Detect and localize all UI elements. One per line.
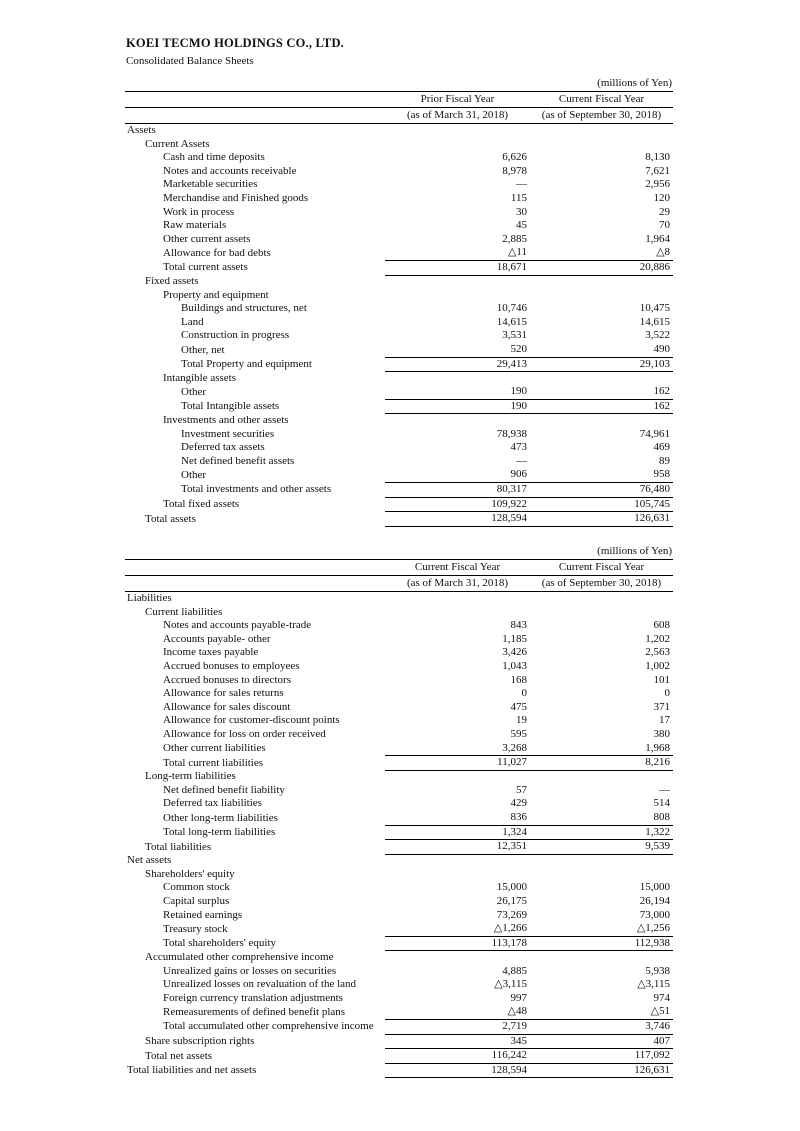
value-current-column: [530, 138, 673, 152]
value-prior-column: 4,885: [502, 964, 527, 977]
value-prior-column: △48: [507, 1005, 527, 1018]
value-current-column: [530, 951, 673, 965]
row-label: Accumulated other comprehensive income: [145, 950, 334, 963]
column-dates-row: [125, 576, 673, 592]
value-current-column: 126,631: [530, 1063, 673, 1078]
value-current-column: 2,956: [645, 178, 671, 191]
table-row: [125, 951, 673, 965]
total-row: [125, 1063, 673, 1078]
value-current-column: [530, 414, 673, 428]
value-prior-column: 1,043: [502, 659, 527, 672]
value-prior-column: 3,426: [502, 646, 527, 659]
row-label: Accrued bonuses to employees: [163, 659, 300, 672]
table-row: [125, 674, 673, 688]
row-label: Marketable securities: [163, 178, 258, 191]
value-current-column: —: [659, 783, 671, 796]
value-prior-column: 14,615: [496, 315, 527, 328]
liabilities-table-body: [125, 592, 673, 1078]
row-label: Total investments and other assets: [181, 483, 332, 496]
table-row: [125, 246, 673, 260]
value-prior-column: 475: [510, 700, 527, 713]
column-titles-row: [125, 92, 673, 108]
doc-subtitle: Consolidated Balance Sheets: [126, 55, 254, 67]
value-prior-column: 30: [516, 205, 527, 218]
table-row: [125, 728, 673, 742]
table-row: [125, 592, 673, 606]
value-prior-column: △3,115: [494, 978, 527, 991]
value-current-column: 1,202: [645, 632, 671, 645]
table-row: [125, 660, 673, 674]
row-label: Net defined benefit liability: [163, 783, 285, 796]
row-label: Allowance for sales returns: [163, 687, 284, 700]
value-current-column: 469: [653, 441, 671, 454]
row-label: Investments and other assets: [163, 413, 289, 426]
value-prior-column: 12,351: [385, 840, 530, 855]
row-label: Notes and accounts receivable: [163, 164, 297, 177]
value-current-column: 3,746: [530, 1019, 673, 1034]
table-row: [125, 206, 673, 220]
value-prior-column: [385, 770, 530, 784]
row-label: Unrealized gains or losses on securities: [163, 964, 337, 977]
column-dates-row: [125, 108, 673, 124]
value-current-column: 5,938: [645, 964, 671, 977]
value-prior-column: 836: [510, 811, 527, 823]
row-label: Long-term liabilities: [145, 770, 236, 783]
value-current-column: 380: [653, 727, 671, 740]
row-label: Accrued bonuses to directors: [163, 673, 291, 686]
row-label: Share subscription rights: [145, 1035, 255, 1047]
value-prior-column: [385, 854, 530, 868]
value-current-column: 371: [653, 700, 671, 713]
row-label: Allowance for sales discount: [163, 700, 291, 713]
value-prior-column: 116,242: [385, 1049, 530, 1064]
table-row: [125, 124, 673, 138]
table-row: [125, 178, 673, 192]
total-row: [125, 497, 673, 512]
total-row: [125, 756, 673, 771]
table-row: [125, 385, 673, 399]
row-label: Foreign currency translation adjustments: [163, 991, 343, 1004]
table-row: [125, 687, 673, 701]
value-current-column: 126,631: [530, 512, 673, 527]
value-prior-column: 57: [516, 783, 527, 796]
col1-date: (as of March 31, 2018): [385, 576, 530, 592]
total-row: [125, 399, 673, 414]
row-label: Capital surplus: [163, 895, 230, 908]
row-label: Unrealized losses on revaluation of the land: [163, 978, 357, 991]
value-prior-column: 1,324: [385, 825, 530, 840]
value-current-column: △51: [650, 1005, 671, 1018]
value-current-column: [530, 124, 673, 138]
row-label: Work in process: [163, 205, 235, 218]
total-row: [125, 1049, 673, 1064]
value-current-column: 8,130: [645, 151, 671, 164]
assets-table: [125, 76, 673, 527]
row-label: Retained earnings: [163, 908, 243, 921]
value-prior-column: 128,594: [385, 512, 530, 527]
value-prior-column: [385, 289, 530, 303]
value-prior-column: 128,594: [385, 1063, 530, 1078]
value-current-column: 117,092: [530, 1049, 673, 1064]
row-label: Income taxes payable: [163, 646, 259, 659]
value-prior-column: 2,885: [502, 232, 527, 245]
value-current-column: 2,563: [645, 646, 671, 659]
row-label: Other current liabilities: [163, 742, 266, 755]
table-row: [125, 414, 673, 428]
value-current-column: [530, 592, 673, 606]
col1-date: (as of March 31, 2018): [385, 108, 530, 124]
value-current-column: 105,745: [530, 497, 673, 512]
value-prior-column: [385, 592, 530, 606]
row-label: Common stock: [163, 881, 230, 894]
table-row: [125, 992, 673, 1006]
value-current-column: [530, 372, 673, 386]
row-label: Net defined benefit assets: [181, 454, 295, 467]
value-current-column: 74,961: [639, 427, 671, 440]
value-current-column: 3,522: [645, 329, 671, 342]
row-label: Total long-term liabilities: [163, 826, 276, 839]
value-current-column: 17: [659, 714, 671, 727]
value-prior-column: 3,268: [502, 741, 527, 754]
row-label: Liabilities: [127, 592, 172, 604]
value-current-column: 958: [653, 468, 671, 481]
value-current-column: 101: [653, 673, 671, 686]
row-label: Net assets: [127, 854, 172, 867]
value-current-column: 407: [653, 1034, 671, 1047]
value-current-column: 974: [653, 991, 671, 1004]
value-current-column: 26,194: [639, 895, 671, 908]
value-prior-column: 115: [510, 191, 527, 204]
row-label: Deferred tax assets: [181, 441, 265, 454]
row-label: Total current liabilities: [163, 756, 264, 769]
total-row: [125, 825, 673, 840]
value-current-column: 1,964: [645, 232, 671, 245]
col2-date: (as of September 30, 2018): [530, 108, 673, 124]
table-row: [125, 441, 673, 455]
row-label: Total Intangible assets: [181, 400, 280, 413]
value-prior-column: △11: [507, 246, 527, 259]
value-current-column: 1,322: [530, 825, 673, 840]
value-current-column: △8: [656, 246, 671, 259]
value-current-column: 10,475: [639, 302, 671, 315]
value-prior-column: 113,178: [385, 936, 530, 951]
value-current-column: [530, 289, 673, 303]
row-label: Current liabilities: [145, 605, 223, 618]
table-row: [125, 868, 673, 882]
table-row: [125, 742, 673, 756]
value-current-column: 29,103: [530, 357, 673, 372]
value-current-column: 29: [659, 205, 671, 218]
value-prior-column: 473: [510, 441, 527, 454]
row-label: Other long-term liabilities: [163, 811, 278, 824]
table-row: [125, 289, 673, 303]
total-row: [125, 936, 673, 951]
value-prior-column: 1,185: [502, 632, 527, 645]
row-label: Other current assets: [163, 232, 251, 245]
value-prior-column: 10,746: [496, 302, 527, 315]
total-row: [125, 260, 673, 275]
table-row: [125, 770, 673, 784]
value-current-column: 76,480: [530, 482, 673, 497]
value-current-column: 162: [653, 385, 671, 398]
col2-title: Current Fiscal Year: [530, 92, 673, 108]
table-row: [125, 606, 673, 620]
table-row: [125, 275, 673, 289]
value-prior-column: 109,922: [385, 497, 530, 512]
row-label: Current Assets: [145, 137, 210, 150]
value-current-column: 0: [664, 687, 671, 700]
value-prior-column: [385, 868, 530, 882]
row-label: Total current assets: [163, 261, 248, 274]
value-prior-column: [385, 372, 530, 386]
value-current-column: 514: [653, 797, 671, 810]
table-row: [125, 784, 673, 798]
row-label: Deferred tax liabilities: [163, 797, 262, 810]
value-prior-column: 15,000: [496, 881, 527, 894]
value-prior-column: 73,269: [496, 908, 527, 921]
row-label: Total liabilities and net assets: [127, 1064, 257, 1077]
value-current-column: [530, 770, 673, 784]
row-label: Intangible assets: [163, 371, 237, 384]
value-current-column: 8,216: [530, 756, 673, 771]
value-prior-column: 6,626: [502, 151, 527, 164]
value-current-column: 120: [653, 191, 671, 204]
table-row: [125, 138, 673, 152]
value-current-column: [530, 606, 673, 620]
table-row: [125, 165, 673, 179]
total-row: [125, 512, 673, 527]
row-label: Other, net: [181, 343, 225, 356]
row-label: Accounts payable- other: [163, 632, 271, 645]
value-current-column: 14,615: [639, 315, 671, 328]
value-prior-column: 19: [516, 714, 527, 727]
row-label: Other: [181, 385, 207, 398]
table-row: [125, 909, 673, 923]
row-label: Total shareholders' equity: [163, 937, 277, 950]
table-row: [125, 302, 673, 316]
unit-note: (millions of Yen): [125, 76, 673, 92]
row-label: Total Property and equipment: [181, 358, 312, 371]
header-spacer: [125, 108, 385, 124]
value-current-column: △3,115: [637, 978, 671, 991]
value-current-column: 9,539: [530, 840, 673, 855]
value-prior-column: 3,531: [502, 329, 527, 342]
value-prior-column: —: [516, 454, 527, 467]
col1-title: Current Fiscal Year: [385, 560, 530, 576]
row-label: Construction in progress: [181, 329, 290, 342]
liabilities-net-assets-table: [125, 544, 673, 1078]
unit-note-row: [125, 544, 673, 560]
value-prior-column: [385, 275, 530, 289]
col1-title: Prior Fiscal Year: [385, 92, 530, 108]
header-spacer: [125, 576, 385, 592]
table-row: [125, 619, 673, 633]
value-current-column: 15,000: [639, 881, 671, 894]
table-row: [125, 233, 673, 247]
total-row: [125, 1019, 673, 1034]
row-label: Total accumulated other comprehensive income: [163, 1020, 374, 1033]
value-prior-column: 906: [510, 468, 527, 481]
table-row: [125, 468, 673, 482]
value-current-column: 20,886: [530, 260, 673, 275]
row-label: Remeasurements of defined benefit plans: [163, 1005, 346, 1018]
column-titles-row: [125, 560, 673, 576]
value-current-column: 162: [530, 399, 673, 414]
value-current-column: [530, 854, 673, 868]
value-prior-column: 80,317: [385, 482, 530, 497]
table-row: [125, 797, 673, 811]
value-prior-column: 190: [510, 385, 527, 398]
total-row: [125, 840, 673, 855]
value-current-column: 112,938: [530, 936, 673, 951]
table-row: [125, 428, 673, 442]
unit-note-row: [125, 76, 673, 92]
table-row: [125, 219, 673, 233]
row-label: Raw materials: [163, 219, 227, 232]
row-label: Total assets: [145, 512, 196, 525]
value-prior-column: [385, 606, 530, 620]
value-prior-column: 345: [510, 1034, 527, 1047]
row-label: Merchandise and Finished goods: [163, 191, 309, 204]
value-current-column: 490: [653, 343, 671, 355]
value-prior-column: 29,413: [385, 357, 530, 372]
row-label: Total fixed assets: [163, 498, 240, 511]
table-row: [125, 978, 673, 992]
table-row: [125, 646, 673, 660]
value-current-column: 1,968: [645, 741, 671, 754]
row-label: Allowance for loss on order received: [163, 727, 326, 740]
col2-date: (as of September 30, 2018): [530, 576, 673, 592]
value-current-column: [530, 275, 673, 289]
header-spacer: [125, 92, 385, 108]
table-row: [125, 895, 673, 909]
table-row: [125, 192, 673, 206]
total-row: [125, 482, 673, 497]
value-prior-column: [385, 951, 530, 965]
table-row: [125, 854, 673, 868]
table-row: [125, 316, 673, 330]
value-current-column: 608: [653, 619, 671, 632]
value-prior-column: 843: [510, 619, 527, 632]
header-spacer: [125, 560, 385, 576]
table-row: [125, 965, 673, 979]
value-prior-column: 997: [510, 991, 527, 1004]
table-row: [125, 1034, 673, 1049]
row-label: Allowance for bad debts: [163, 246, 271, 259]
row-label: Cash and time deposits: [163, 151, 265, 164]
value-prior-column: 190: [385, 399, 530, 414]
row-label: Notes and accounts payable-trade: [163, 619, 312, 632]
row-label: Total net assets: [145, 1049, 213, 1062]
row-label: Shareholders' equity: [145, 867, 235, 880]
row-label: Allowance for customer-discount points: [163, 714, 340, 727]
value-prior-column: 18,671: [385, 260, 530, 275]
company-title: KOEI TECMO HOLDINGS CO., LTD.: [126, 36, 345, 50]
value-current-column: 7,621: [645, 164, 671, 177]
table-row: [125, 1005, 673, 1019]
value-prior-column: 8,978: [502, 164, 527, 177]
row-label: Fixed assets: [145, 275, 199, 288]
table-row: [125, 372, 673, 386]
row-label: Assets: [127, 124, 156, 136]
value-current-column: 89: [659, 454, 671, 467]
row-label: Other: [181, 468, 207, 481]
table-row: [125, 633, 673, 647]
table-row: [125, 455, 673, 469]
row-label: Property and equipment: [163, 288, 269, 301]
row-label: Investment securities: [181, 427, 275, 440]
table-row: [125, 811, 673, 825]
value-current-column: △1,256: [636, 922, 671, 935]
value-prior-column: △1,266: [493, 922, 527, 935]
value-prior-column: —: [516, 178, 527, 191]
value-prior-column: 2,719: [385, 1019, 530, 1034]
value-prior-column: 168: [510, 673, 527, 686]
table-row: [125, 343, 673, 357]
value-prior-column: 429: [510, 797, 527, 810]
value-prior-column: 26,175: [496, 895, 527, 908]
value-current-column: [530, 868, 673, 882]
value-prior-column: [385, 124, 530, 138]
value-prior-column: 78,938: [496, 427, 527, 440]
value-prior-column: 0: [521, 687, 527, 700]
value-current-column: 73,000: [639, 908, 671, 921]
col2-title: Current Fiscal Year: [530, 560, 673, 576]
value-prior-column: 11,027: [385, 756, 530, 771]
unit-note: (millions of Yen): [125, 544, 673, 560]
total-row: [125, 357, 673, 372]
assets-table-body: [125, 124, 673, 527]
value-prior-column: [385, 138, 530, 152]
row-label: Buildings and structures, net: [181, 302, 307, 315]
value-current-column: 808: [653, 811, 671, 823]
row-label: Land: [181, 315, 204, 328]
value-prior-column: 595: [510, 727, 527, 740]
table-row: [125, 329, 673, 343]
table-row: [125, 151, 673, 165]
row-label: Total liabilities: [145, 840, 212, 853]
table-row: [125, 714, 673, 728]
table-row: [125, 881, 673, 895]
table-row: [125, 701, 673, 715]
value-prior-column: [385, 414, 530, 428]
table-row: [125, 922, 673, 936]
value-current-column: 70: [659, 219, 671, 232]
row-label: Treasury stock: [163, 922, 228, 935]
doc-header: [126, 36, 344, 67]
value-current-column: 1,002: [645, 659, 671, 672]
value-prior-column: 45: [516, 219, 527, 232]
value-prior-column: 520: [510, 343, 527, 355]
